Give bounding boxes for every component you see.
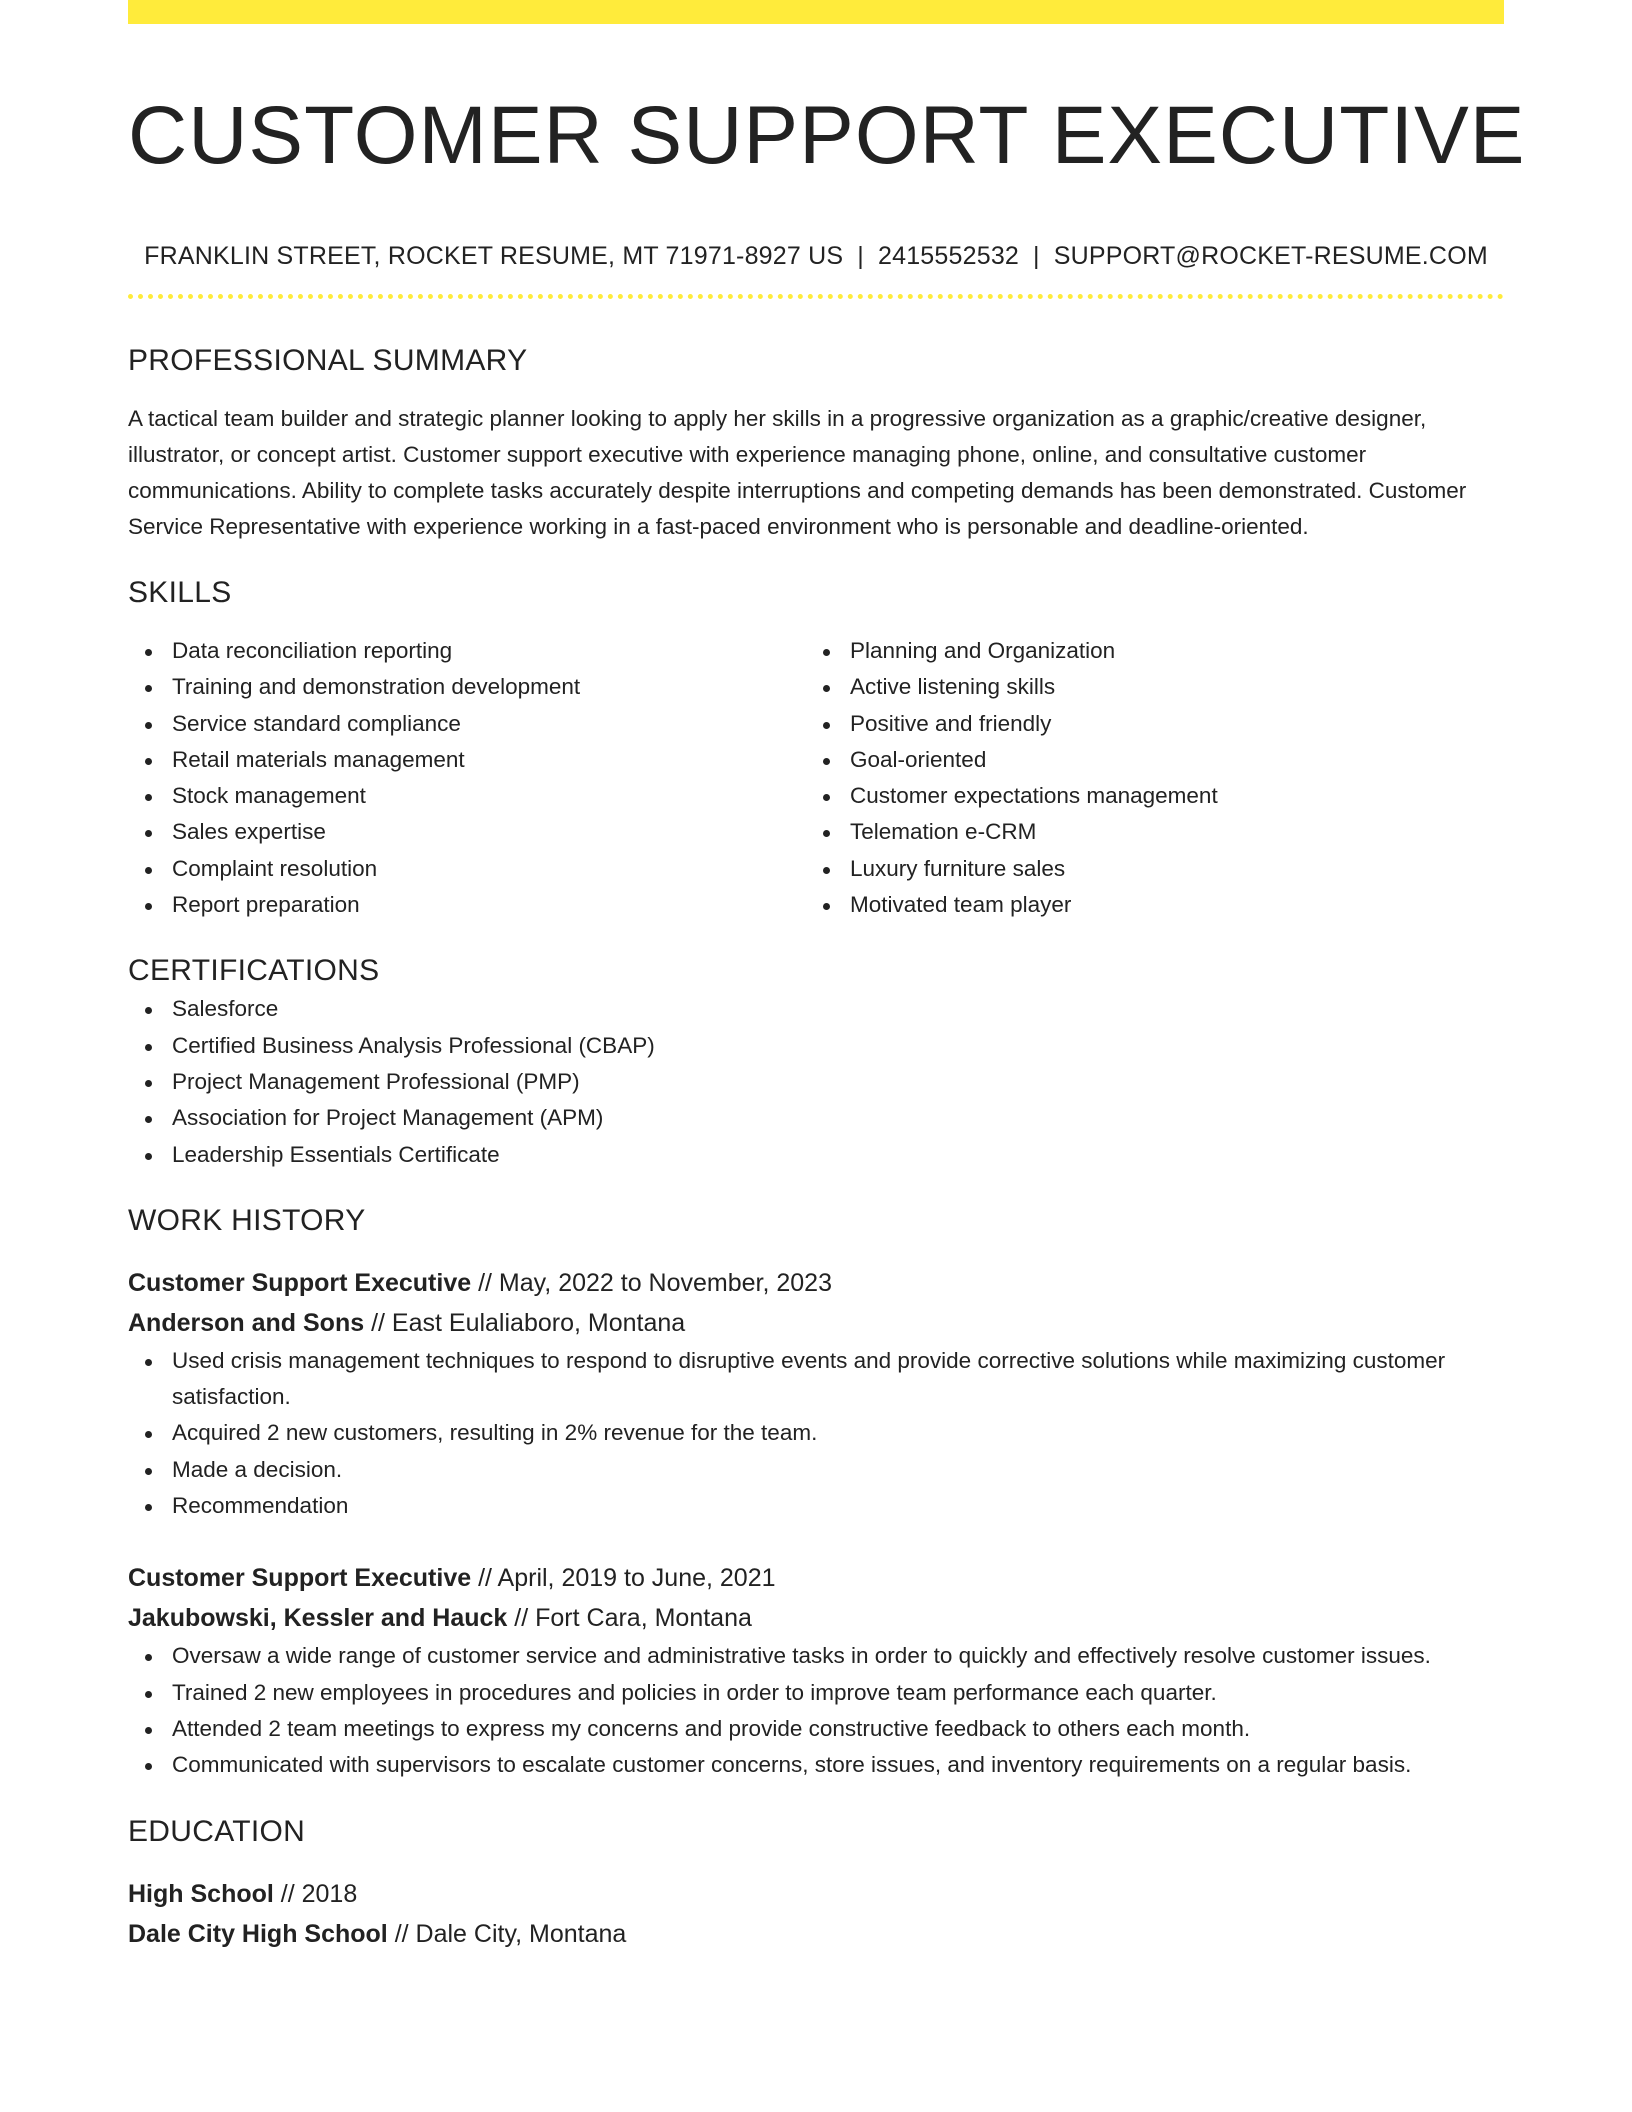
job-bullet: Trained 2 new employees in procedures and policies in order to improve team performance each quarter. — [128, 1675, 1504, 1711]
skill-item: Training and demonstration development — [128, 669, 806, 705]
job-role-line — [128, 1263, 1504, 1303]
job-bullet: Attended 2 team meetings to express my concerns and provide constructive feedback to others each month. — [128, 1711, 1504, 1747]
skill-item: Telemation e-CRM — [806, 814, 1484, 850]
job-company: Anderson and Sons — [128, 1308, 365, 1337]
contact-address: FRANKLIN STREET, ROCKET RESUME, MT 71971-8927 US — [144, 242, 844, 270]
certifications-heading: CERTIFICATIONS — [128, 954, 380, 988]
job-entry — [128, 1558, 1504, 1783]
certifications-list — [128, 991, 1504, 1172]
skill-item: Retail materials management — [128, 742, 806, 778]
job-role: Customer Support Executive — [128, 1564, 472, 1593]
skills-left-list — [128, 633, 806, 923]
job-company: Jakubowski, Kessler and Hauck — [128, 1604, 508, 1633]
skill-item: Luxury furniture sales — [806, 851, 1484, 887]
job-company-line — [128, 1303, 1504, 1343]
education-location: // Dale City, Montana — [387, 1919, 627, 1948]
contact-email: SUPPORT@ROCKET-RESUME.COM — [1053, 242, 1488, 270]
job-bullet-list — [128, 1343, 1504, 1524]
certification-item: Certified Business Analysis Professional (CBAP) — [128, 1028, 1504, 1064]
work-history-heading: WORK HISTORY — [128, 1203, 366, 1237]
contact-separator: | — [857, 242, 864, 270]
accent-top-bar — [128, 0, 1504, 24]
certification-item: Association for Project Management (APM) — [128, 1100, 1504, 1136]
summary-heading: PROFESSIONAL SUMMARY — [128, 344, 528, 377]
skill-item: Motivated team player — [806, 887, 1484, 923]
education-school-line — [128, 1914, 1504, 1954]
job-entry — [128, 1263, 1504, 1524]
skill-item: Service standard compliance — [128, 706, 806, 742]
education-heading: EDUCATION — [128, 1814, 306, 1848]
education-school: Dale City High School — [128, 1919, 388, 1948]
job-bullet: Made a decision. — [128, 1452, 1504, 1488]
job-role-line — [128, 1558, 1504, 1598]
contact-separator: | — [1033, 242, 1040, 270]
resume-title: CUSTOMER SUPPORT EXECUTIVE — [128, 90, 1526, 181]
skills-columns — [128, 633, 1504, 923]
education-entry — [128, 1874, 1504, 1954]
job-company-line — [128, 1598, 1504, 1638]
certification-item: Salesforce — [128, 991, 1504, 1027]
job-bullet: Communicated with supervisors to escalate customer concerns, store issues, and inventory requirements on a regular basis. — [128, 1747, 1504, 1783]
skill-item: Active listening skills — [806, 669, 1484, 705]
job-location: // East Eulaliaboro, Montana — [364, 1308, 686, 1337]
skill-item: Planning and Organization — [806, 633, 1484, 669]
job-bullet-list — [128, 1638, 1504, 1783]
job-bullet: Recommendation — [128, 1488, 1504, 1524]
contact-line — [128, 240, 1504, 272]
job-role: Customer Support Executive — [128, 1268, 472, 1297]
certification-item: Project Management Professional (PMP) — [128, 1064, 1504, 1100]
skill-item: Report preparation — [128, 887, 806, 923]
skill-item: Customer expectations management — [806, 778, 1484, 814]
skill-item: Complaint resolution — [128, 851, 806, 887]
job-dates: // April, 2019 to June, 2021 — [471, 1564, 776, 1593]
certification-item: Leadership Essentials Certificate — [128, 1137, 1504, 1173]
contact-phone: 2415552532 — [877, 242, 1020, 270]
education-year: // 2018 — [273, 1879, 358, 1908]
skill-item: Data reconciliation reporting — [128, 633, 806, 669]
dotted-divider — [128, 294, 1504, 299]
resume-page — [128, 0, 1526, 1954]
education-degree-line — [128, 1874, 1504, 1914]
skills-heading: SKILLS — [128, 576, 232, 609]
skill-item: Stock management — [128, 778, 806, 814]
skill-item: Positive and friendly — [806, 706, 1484, 742]
job-location: // Fort Cara, Montana — [507, 1604, 752, 1633]
skills-right-list — [806, 633, 1484, 923]
job-bullet: Acquired 2 new customers, resulting in 2% revenue for the team. — [128, 1415, 1504, 1451]
skill-item: Goal-oriented — [806, 742, 1484, 778]
job-dates: // May, 2022 to November, 2023 — [471, 1268, 832, 1297]
job-bullet: Used crisis management techniques to respond to disruptive events and provide corrective solutions while maximizing customer satisfaction. — [128, 1343, 1504, 1416]
skill-item: Sales expertise — [128, 814, 806, 850]
education-degree: High School — [128, 1879, 274, 1908]
summary-text: A tactical team builder and strategic planner looking to apply her skills in a progressive organization as a graphic/creative designer, illustrator, or concept artist. Customer support executive with experience managing phone, online, and consultative customer communications. Ability to complete tasks accurately despite interruptions and competing demands has been demonstrated. Customer Service Representative with experience working in a fast-paced environment who is personable and deadline-oriented. — [128, 406, 1467, 539]
job-bullet: Oversaw a wide range of customer service and administrative tasks in order to quickly and effectively resolve customer issues. — [128, 1638, 1504, 1674]
